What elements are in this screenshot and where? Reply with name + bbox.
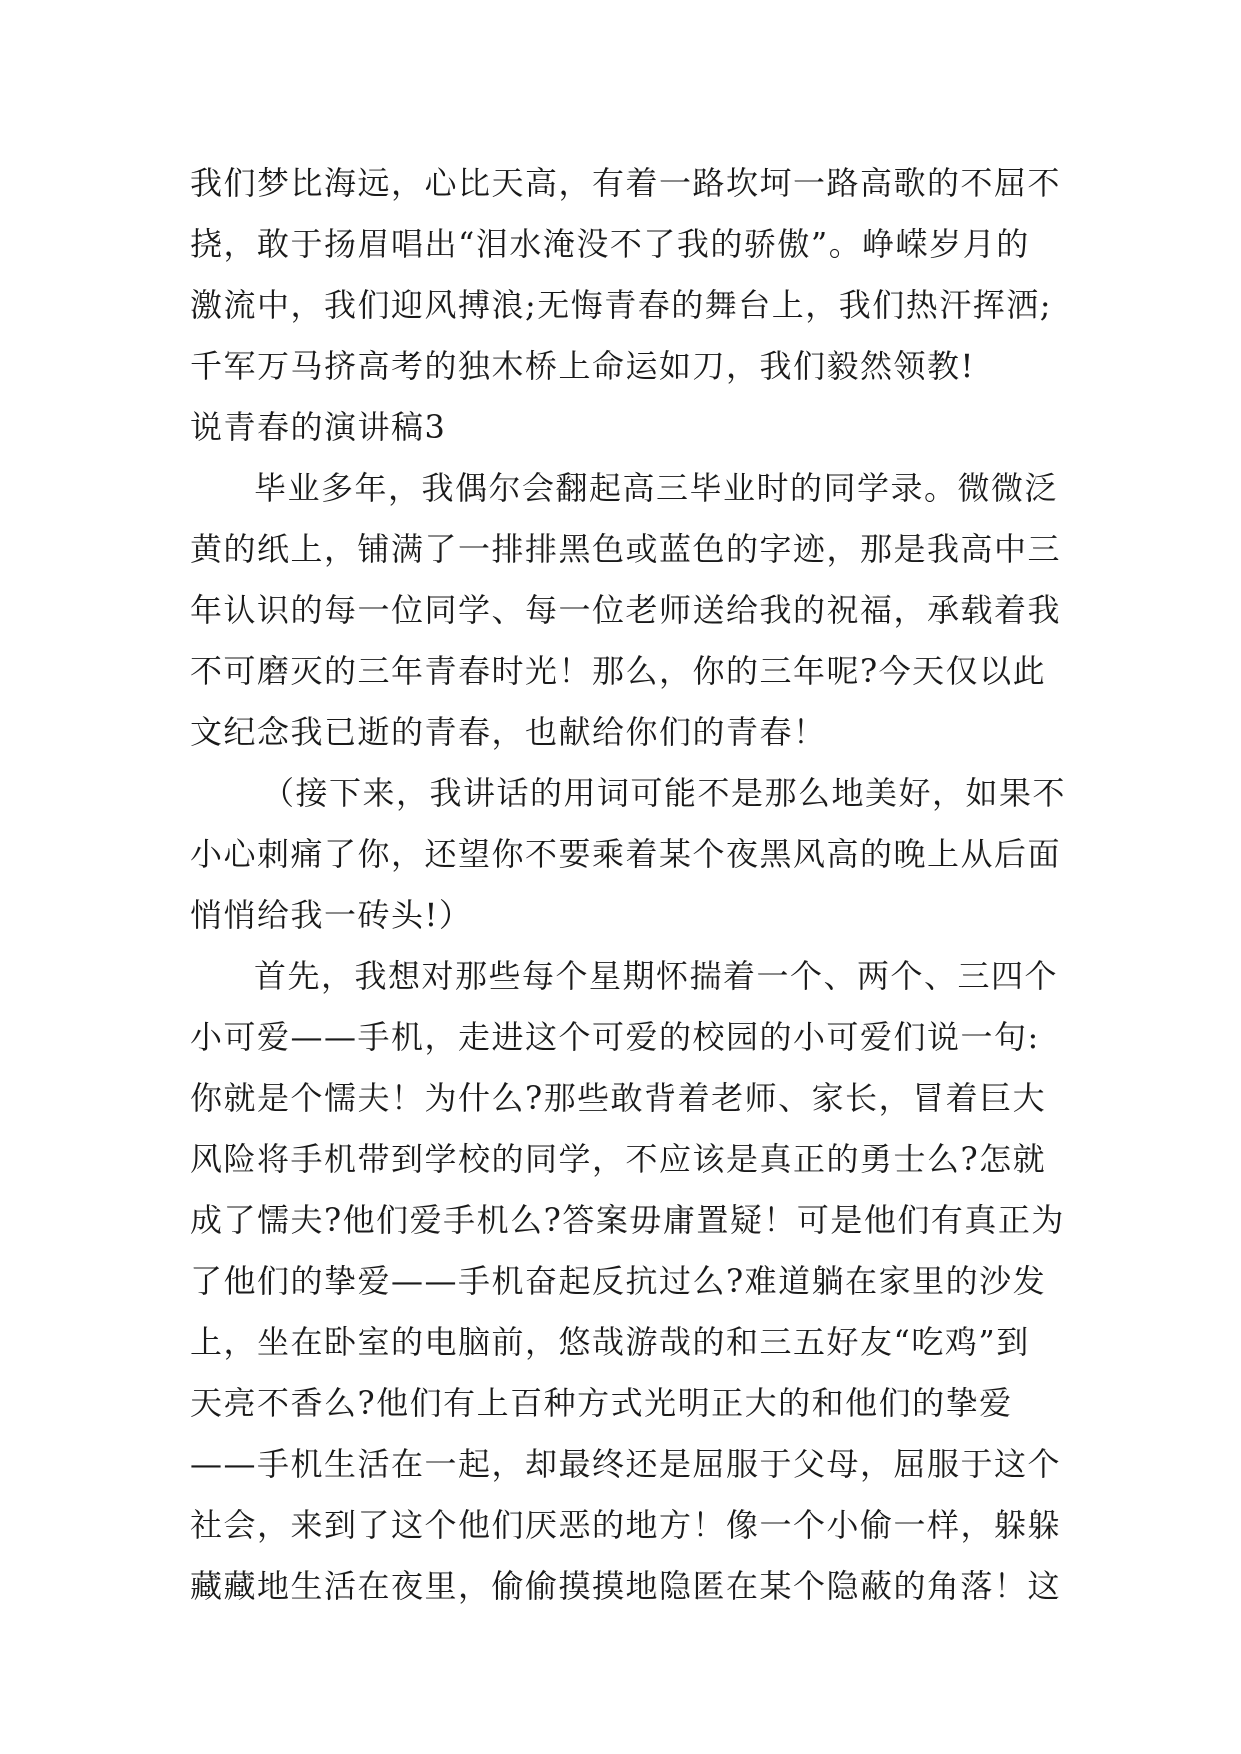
text-line: 不可磨灭的三年青春时光！那么，你的三年呢?今天仅以此 (190, 652, 1047, 690)
text-line: ——手机生活在一起，却最终还是屈服于父母，屈服于这个 (190, 1445, 1062, 1483)
text-line: 你就是个懦夫！为什么?那些敢背着老师、家长，冒着巨大 (190, 1079, 1047, 1117)
text-line: 了他们的挚爱——手机奋起反抗过么?难道躺在家里的沙发 (190, 1262, 1047, 1300)
text-line: 成了懦夫?他们爱手机么?答案毋庸置疑！可是他们有真正为 (190, 1201, 1065, 1239)
section-heading: 说青春的演讲稿3 (190, 408, 447, 446)
paragraph-first-line: （接下来，我讲话的用词可能不是那么地美好，如果不 (262, 774, 1067, 812)
text-line: 风险将手机带到学校的同学，不应该是真正的勇士么?怎就 (190, 1140, 1047, 1178)
text-line: 千军万马挤高考的独木桥上命运如刀，我们毅然领教! (190, 347, 975, 385)
text-line: 藏藏地生活在夜里，偷偷摸摸地隐匿在某个隐蔽的角落！这 (190, 1567, 1062, 1605)
text-line: 小心刺痛了你，还望你不要乘着某个夜黑风高的晚上从后面 (190, 835, 1062, 873)
text-line: 我们梦比海远，心比天高，有着一路坎坷一路高歌的不屈不 (190, 164, 1062, 202)
text-line: 小可爱——手机，走进这个可爱的校园的小可爱们说一句: (190, 1018, 1040, 1056)
text-line: 文纪念我已逝的青春，也献给你们的青春！ (190, 713, 827, 751)
paragraph-first-line: 首先，我想对那些每个星期怀揣着一个、两个、三四个 (254, 957, 1059, 995)
text-line: 激流中，我们迎风搏浪;无悔青春的舞台上，我们热汗挥洒; (190, 286, 1053, 324)
text-line: 黄的纸上，铺满了一排排黑色或蓝色的字迹，那是我高中三 (190, 530, 1062, 568)
text-line: 天亮不香么?他们有上百种方式光明正大的和他们的挚爱 (190, 1384, 1013, 1422)
text-line: 悄悄给我一砖头!） (190, 896, 473, 934)
paragraph-first-line: 毕业多年，我偶尔会翻起高三毕业时的同学录。微微泛 (254, 469, 1059, 507)
document-body (190, 153, 1067, 1617)
text-line: 社会，来到了这个他们厌恶的地方！像一个小偷一样，躲躲 (190, 1506, 1062, 1544)
text-line: 挠，敢于扬眉唱出“泪水淹没不了我的骄傲”。峥嵘岁月的 (190, 225, 1030, 263)
text-line: 年认识的每一位同学、每一位老师送给我的祝福，承载着我 (190, 591, 1062, 629)
text-line: 上，坐在卧室的电脑前，悠哉游哉的和三五好友“吃鸡”到 (190, 1323, 1030, 1361)
